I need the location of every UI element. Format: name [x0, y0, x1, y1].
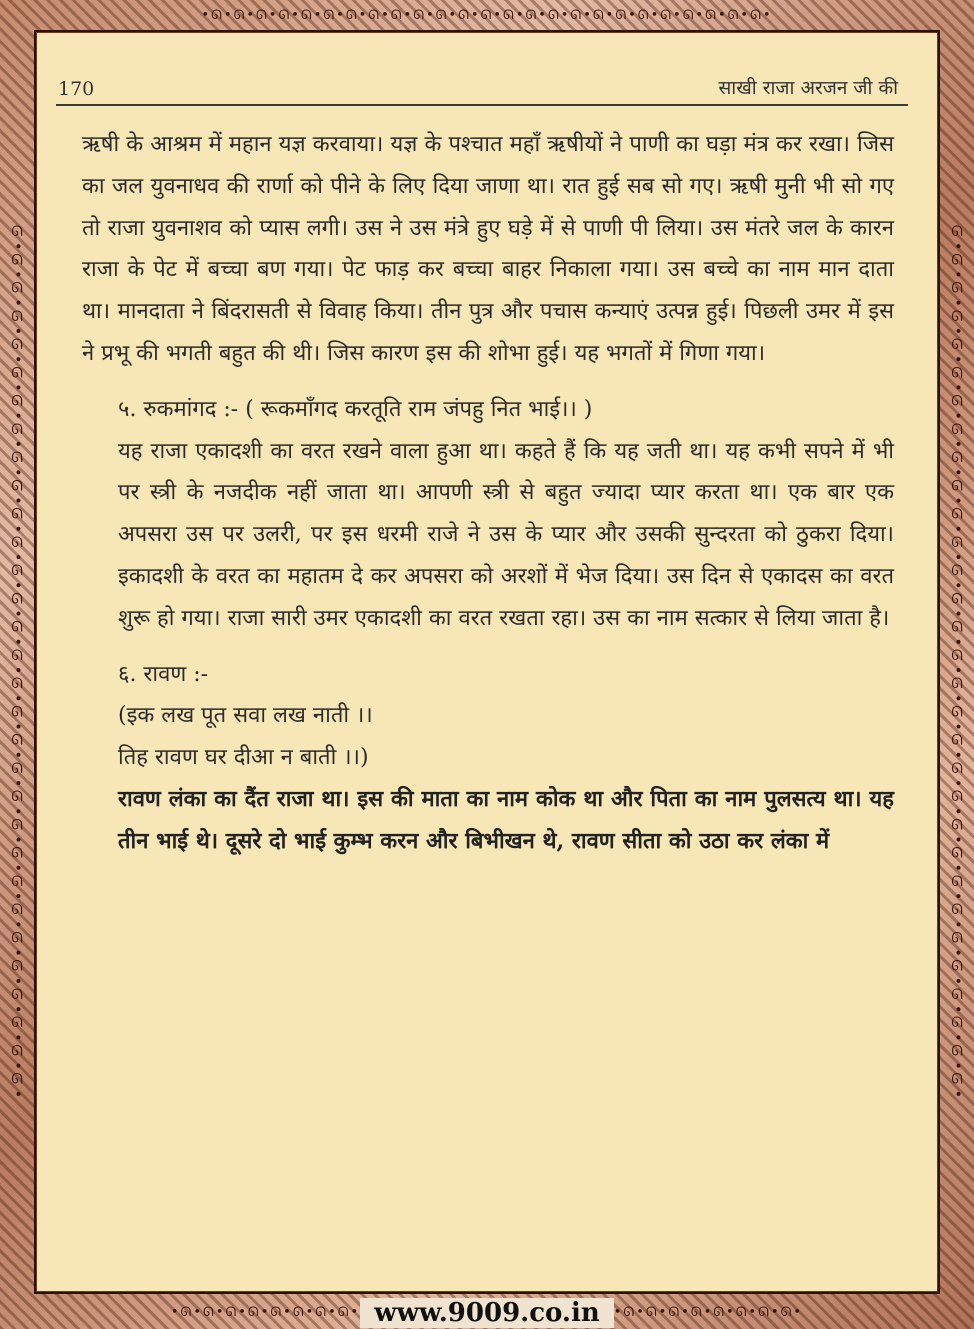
top-border-ornament: •ᘏ•ᘏ•ᘏ•ᘏ•ᘏ•ᘏ•ᘏ•ᘏ•ᘏ•ᘏ•ᘏ•ᘏ•ᘏ•ᘏ•ᘏ•ᘏ•ᘏ•ᘏ•ᘏ•ᘏ•ᘏ•ᘏ•ᘏ•ᘏ•ᘏ• [201, 7, 773, 23]
page-content [82, 124, 894, 863]
running-title: साखी राजा अरजन जी की [718, 77, 898, 99]
website-url: www.9009.co.in [360, 1298, 614, 1328]
spacer [82, 375, 894, 389]
page-number: 170 [58, 78, 95, 100]
paragraph-rukmangad: यह राजा एकादशी का वरत रखने वाला हुआ था। कहते हैं कि यह जती था। यह कभी सपने में भी पर स्त्री के नजदीक नहीं जाता था। आपणी स्त्री से बहुत ज्यादा प्यार करता था। एक बार एक अपसरा उस पर उलरी, पर इस धरमी राजे ने उस के प्यार और उसकी सुन्दरता को ठुकरा दिया। इकादशी के वरत का महातम दे कर अपसरा को अरशों में भेज दिया। उस दिन से एकादस का वरत शुरू हो गया। राजा सारी उमर एकादशी का वरत रखता रहा। उस का नाम सत्कार से लिया जाता है। [118, 438, 894, 631]
heading-ravan: ६. रावण :- [118, 661, 209, 687]
right-border-ornament: ᘏ•ᘏ•ᘏ•ᘏ•ᘏ•ᘏ•ᘏ•ᘏ•ᘏ•ᘏ•ᘏ•ᘏ•ᘏ•ᘏ•ᘏ•ᘏ•ᘏ•ᘏ•ᘏ•ᘏ•ᘏ•ᘏ•ᘏ•ᘏ•ᘏ•ᘏ•ᘏ•ᘏ•ᘏ•ᘏ•ᘏ• [949, 225, 965, 1101]
verse-line-2: तिह रावण घर दीआ न बाती ।।) [118, 745, 369, 771]
bottom-ornament-right: •ᘏ•ᘏ•ᘏ•ᘏ•ᘏ•ᘏ•ᘏ•ᘏ• [613, 1305, 804, 1320]
verse-line-1: (इक लख पूत सवा लख नाती ।। [118, 703, 373, 729]
bottom-border-ornament [0, 1296, 974, 1329]
heading-rukmangad: ५. रुकमांगद :- ( रूकमाँगद करतूति राम जंपहु नित भाई।। ) [118, 396, 593, 422]
header-rule [56, 104, 908, 106]
paragraph-mandhata: ऋषी के आश्रम में महान यज्ञ करवाया। यज्ञ के पश्चात महाँ ऋषीयों ने पाणी का घड़ा मंत्र कर रखा। जिस का जल युवनाधव की रार्णा को पीने के लिए दिया जाणा था। रात हुई सब सो गए। ऋषी मुनी भी सो गए तो राजा युवनाशव को प्यास लगी। उस ने उस मंत्रे हुए घड़े में से पाणी पी लिया। उस मंतरे जल के कारन राजा के पेट में बच्चा बण गया। पेट फाड़ कर बच्चा बाहर निकाला गया। उस बच्चे का नाम मान दाता था। मानदाता ने बिंदरासती से विवाह किया। तीन पुत्र और पचास कन्याएं उत्पन्न हुई। पिछली उमर में इस ने प्रभू की भगती बहुत की थी। जिस कारण इस की शोभा हुई। यह भगतों में गिणा गया। [82, 132, 894, 366]
book-page [36, 32, 938, 1292]
left-border-ornament: ᘏ•ᘏ•ᘏ•ᘏ•ᘏ•ᘏ•ᘏ•ᘏ•ᘏ•ᘏ•ᘏ•ᘏ•ᘏ•ᘏ•ᘏ•ᘏ•ᘏ•ᘏ•ᘏ•ᘏ•ᘏ•ᘏ•ᘏ•ᘏ•ᘏ•ᘏ•ᘏ•ᘏ•ᘏ•ᘏ•ᘏ• [9, 225, 25, 1101]
paragraph-ravan: रावण लंका का दैंत राजा था। इस की माता का नाम कोक था और पिता का नाम पुलसत्य था। यह तीन भाई थे। दूसरे दो भाई कुम्भ करन और बिभीखन थे, रावण सीता को उठा कर लंका में [118, 785, 894, 854]
bottom-ornament-left: •ᘏ•ᘏ•ᘏ•ᘏ•ᘏ•ᘏ•ᘏ•ᘏ• [170, 1305, 361, 1320]
page-header [58, 70, 898, 100]
spacer [82, 640, 894, 654]
